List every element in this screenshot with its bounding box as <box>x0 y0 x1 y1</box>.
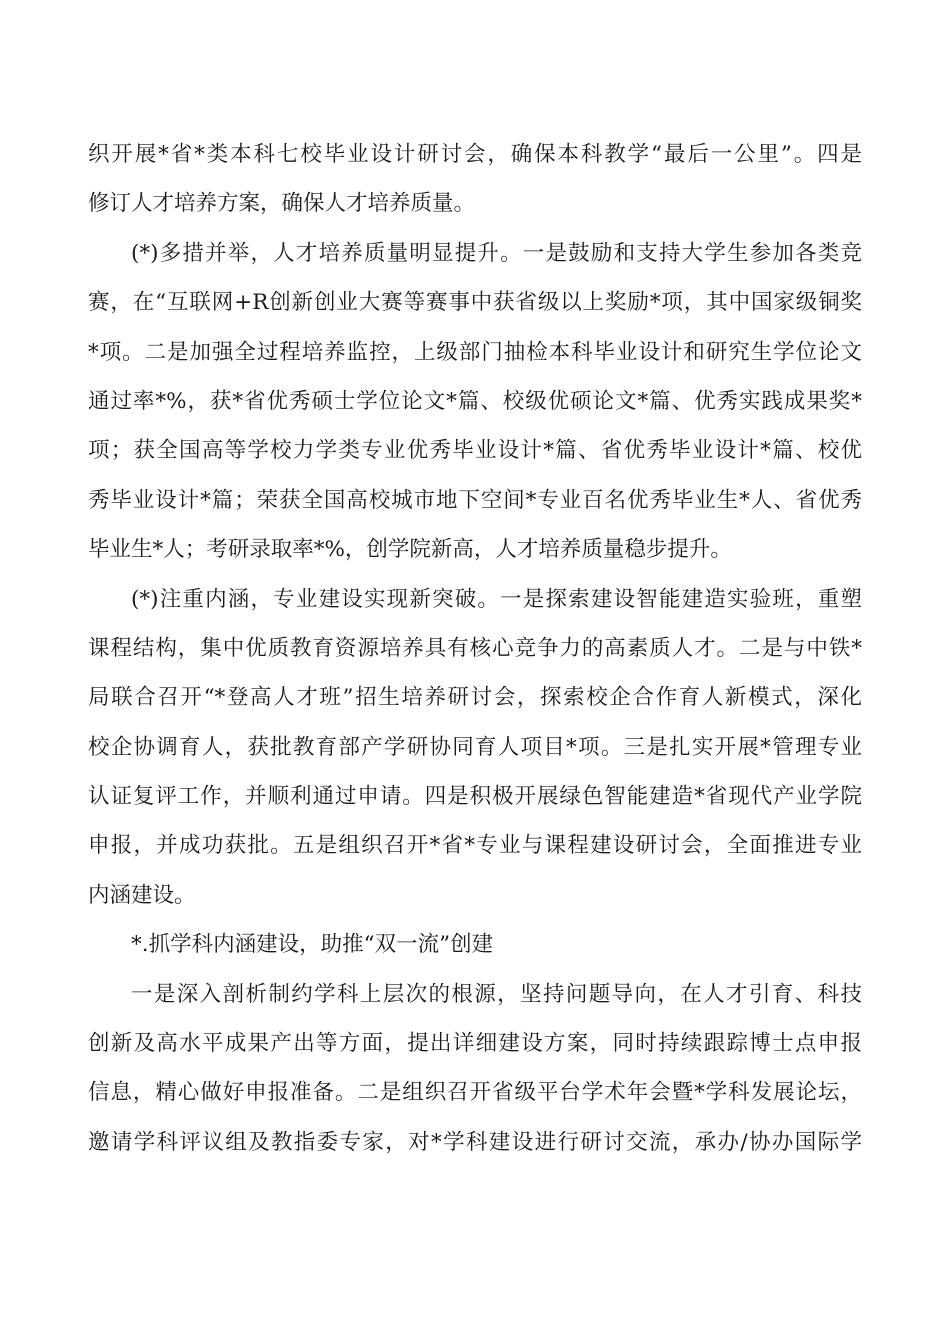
body-line: 邀请学科评议组及教指委专家，对*学科建设进行研讨交流，承办/协办国际学 <box>88 1129 862 1155</box>
section-heading-line: (*)多措并举，人才培养质量明显提升。一是鼓励和支持大学生参加各类竞 <box>131 240 862 266</box>
body-line: 课程结构，集中优质教育资源培养具有核心竞争力的高素质人才。二是与中铁* <box>88 635 862 661</box>
subheading-line: *.抓学科内涵建设，助推“双一流”创建 <box>131 932 494 958</box>
body-line: 认证复评工作，并顺利通过申请。四是积极开展绿色智能建造*省现代产业学院 <box>88 784 862 810</box>
body-line: 项；获全国高等学校力学类专业优秀毕业设计*篇、省优秀毕业设计*篇、校优 <box>88 438 862 464</box>
body-line: 申报，并成功获批。五是组织召开*省*专业与课程建设研讨会，全面推进专业 <box>88 833 862 859</box>
body-line: *项。二是加强全过程培养监控，上级部门抽检本科毕业设计和研究生学位论文 <box>88 339 862 365</box>
body-line: 修订人才培养方案，确保人才培养质量。 <box>88 191 476 217</box>
body-line: 校企协调育人，获批教育部产学研协同育人项目*项。三是扎实开展*管理专业 <box>88 734 862 760</box>
body-line: 秀毕业设计*篇；荣获全国高校城市地下空间*专业百名优秀毕业生*人、省优秀 <box>88 487 862 513</box>
section-heading-line: (*)注重内涵，专业建设实现新突破。一是探索建设智能建造实验班，重塑 <box>131 586 862 612</box>
body-line: 一是深入剖析制约学科上层次的根源，坚持问题导向，在人才引育、科技 <box>131 981 862 1007</box>
body-line: 局联合召开“*登高人才班”招生培养研讨会，探索校企合作育人新模式，深化 <box>88 685 862 711</box>
body-line: 创新及高水平成果产出等方面，提出详细建设方案，同时持续跟踪博士点申报 <box>88 1031 862 1057</box>
body-line: 内涵建设。 <box>88 882 196 908</box>
body-line: 织开展*省*类本科七校毕业设计研讨会，确保本科教学“最后一公里”。四是 <box>88 142 862 167</box>
document-body <box>88 130 862 1167</box>
body-line: 毕业生*人；考研录取率*%，创学院新高，人才培养质量稳步提升。 <box>88 537 732 563</box>
body-line: 赛，在“互联网+R创新创业大赛等赛事中获省级以上奖励*项，其中国家级铜奖 <box>88 290 862 316</box>
body-line: 信息，精心做好申报准备。二是组织召开省级平台学术年会暨*学科发展论坛， <box>88 1080 862 1106</box>
body-line: 通过率*%，获*省优秀硕士学位论文*篇、校级优硕论文*篇、优秀实践成果奖* <box>88 388 862 414</box>
